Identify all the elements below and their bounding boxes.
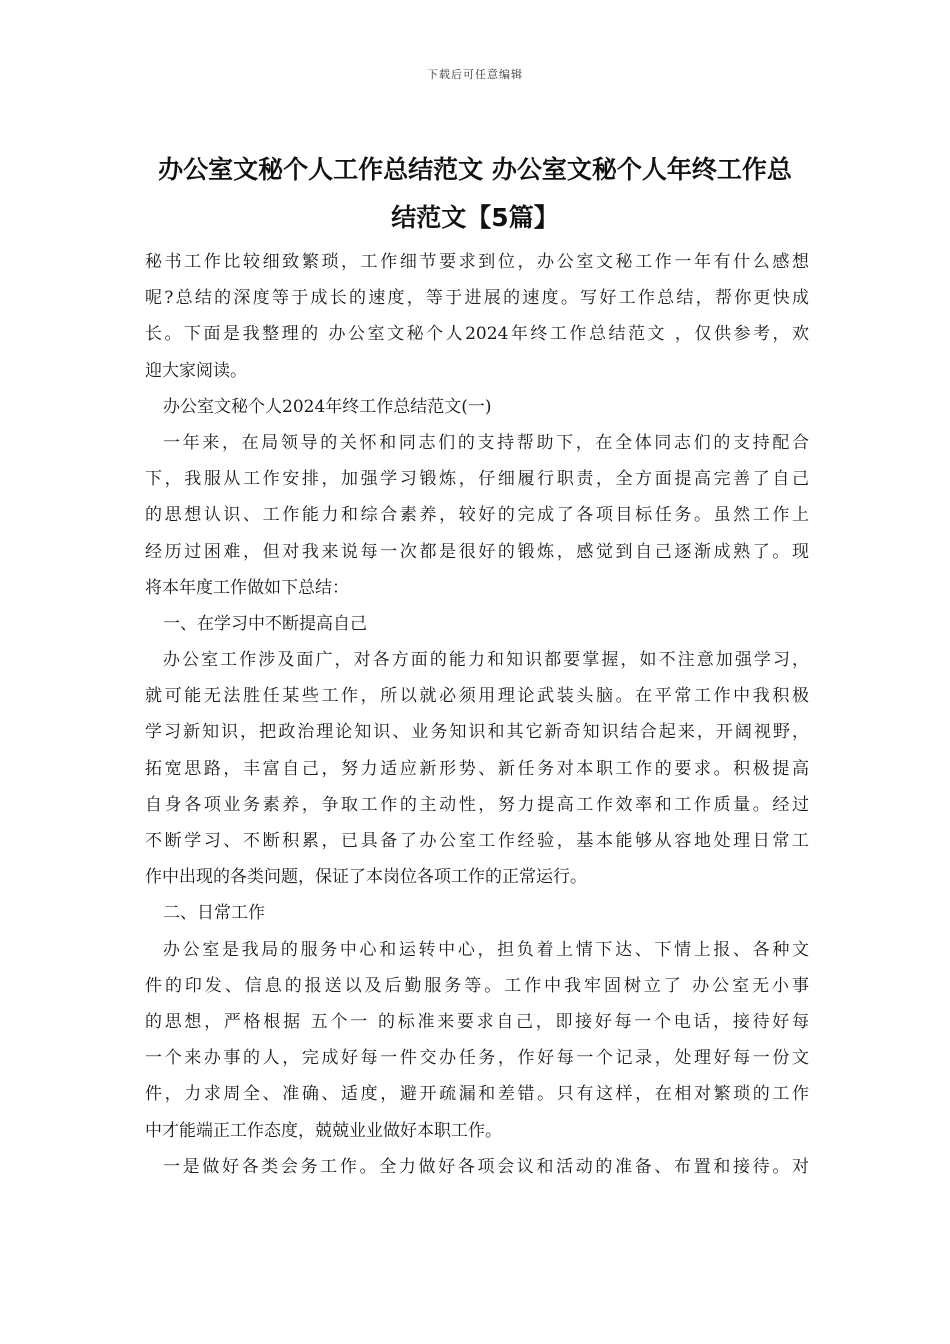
body-line: 办公室文秘个人2024年终工作总结范文(一) (163, 396, 492, 417)
body-line: 拓宽思路，丰富自己，努力适应新形势、新任务对本职工作的要求。积极提高 (145, 758, 809, 779)
body-line: 中才能端正工作态度，兢兢业业做好本职工作。 (145, 1120, 502, 1141)
body-line: 一年来，在局领导的关怀和同志们的支持帮助下，在全体同志们的支持配合 (163, 432, 809, 453)
body-line: 件，力求周全、准确、适度，避开疏漏和差错。只有这样，在相对繁琐的工作 (145, 1084, 809, 1105)
body-line: 迎大家阅读。 (145, 360, 247, 381)
document-title-line-1: 办公室文秘个人工作总结范文 办公室文秘个人年终工作总 (158, 155, 792, 184)
body-line: 一是做好各类会务工作。全力做好各项会议和活动的准备、布置和接待。对 (163, 1156, 809, 1177)
body-line: 不断学习、不断积累，已具备了办公室工作经验，基本能够从容地处理日常工 (145, 831, 809, 851)
document-body (145, 244, 809, 1185)
body-line: 一个来办事的人，完成好每一件交办任务，作好每一个记录，处理好每一份文 (145, 1048, 809, 1069)
body-line: 学习新知识，把政治理论知识、业务知识和其它新奇知识结合起来，开阔视野， (145, 722, 809, 743)
body-line: 的思想认识、工作能力和综合素养，较好的完成了各项目标任务。虽然工作上 (145, 505, 809, 526)
header-note: 下载后可任意编辑 (427, 68, 523, 81)
document-title-line-2: 结范文【5篇】 (391, 203, 559, 232)
body-line: 就可能无法胜任某些工作，所以就必须用理论武装头脑。在平常工作中我积极 (145, 686, 809, 707)
body-line: 长。下面是我整理的 办公室文秘个人2024年终工作总结范文 ，仅供参考，欢 (145, 324, 809, 345)
body-line: 自身各项业务素养，争取工作的主动性，努力提高工作效率和工作质量。经过 (145, 794, 809, 815)
body-line: 二、日常工作 (163, 903, 265, 924)
body-line: 件的印发、信息的报送以及后勤服务等。工作中我牢固树立了 办公室无小事 (145, 975, 809, 996)
body-line: 呢?总结的深度等于成长的速度，等于进展的速度。写好工作总结，帮你更快成 (145, 288, 809, 309)
body-line: 秘书工作比较细致繁琐，工作细节要求到位，办公室文秘工作一年有什么感想 (145, 252, 809, 272)
body-line: 经历过困难，但对我来说每一次都是很好的锻炼，感觉到自己逐渐成熟了。现 (145, 541, 809, 562)
body-line: 将本年度工作做如下总结： (145, 577, 349, 598)
body-line: 办公室是我局的服务中心和运转中心，担负着上情下达、下情上报、各种文 (163, 939, 809, 960)
body-line: 的思想，严格根据 五个一 的标准来要求自己，即接好每一个电话，接待好每 (145, 1011, 809, 1032)
body-line: 一、在学习中不断提高自己 (163, 613, 367, 634)
body-line: 办公室工作涉及面广，对各方面的能力和知识都要掌握，如不注意加强学习， (163, 650, 809, 671)
body-line: 下，我服从工作安排，加强学习锻炼，仔细履行职责，全方面提高完善了自己 (145, 469, 809, 490)
body-line: 作中出现的各类问题，保证了本岗位各项工作的正常运行。 (145, 867, 587, 888)
